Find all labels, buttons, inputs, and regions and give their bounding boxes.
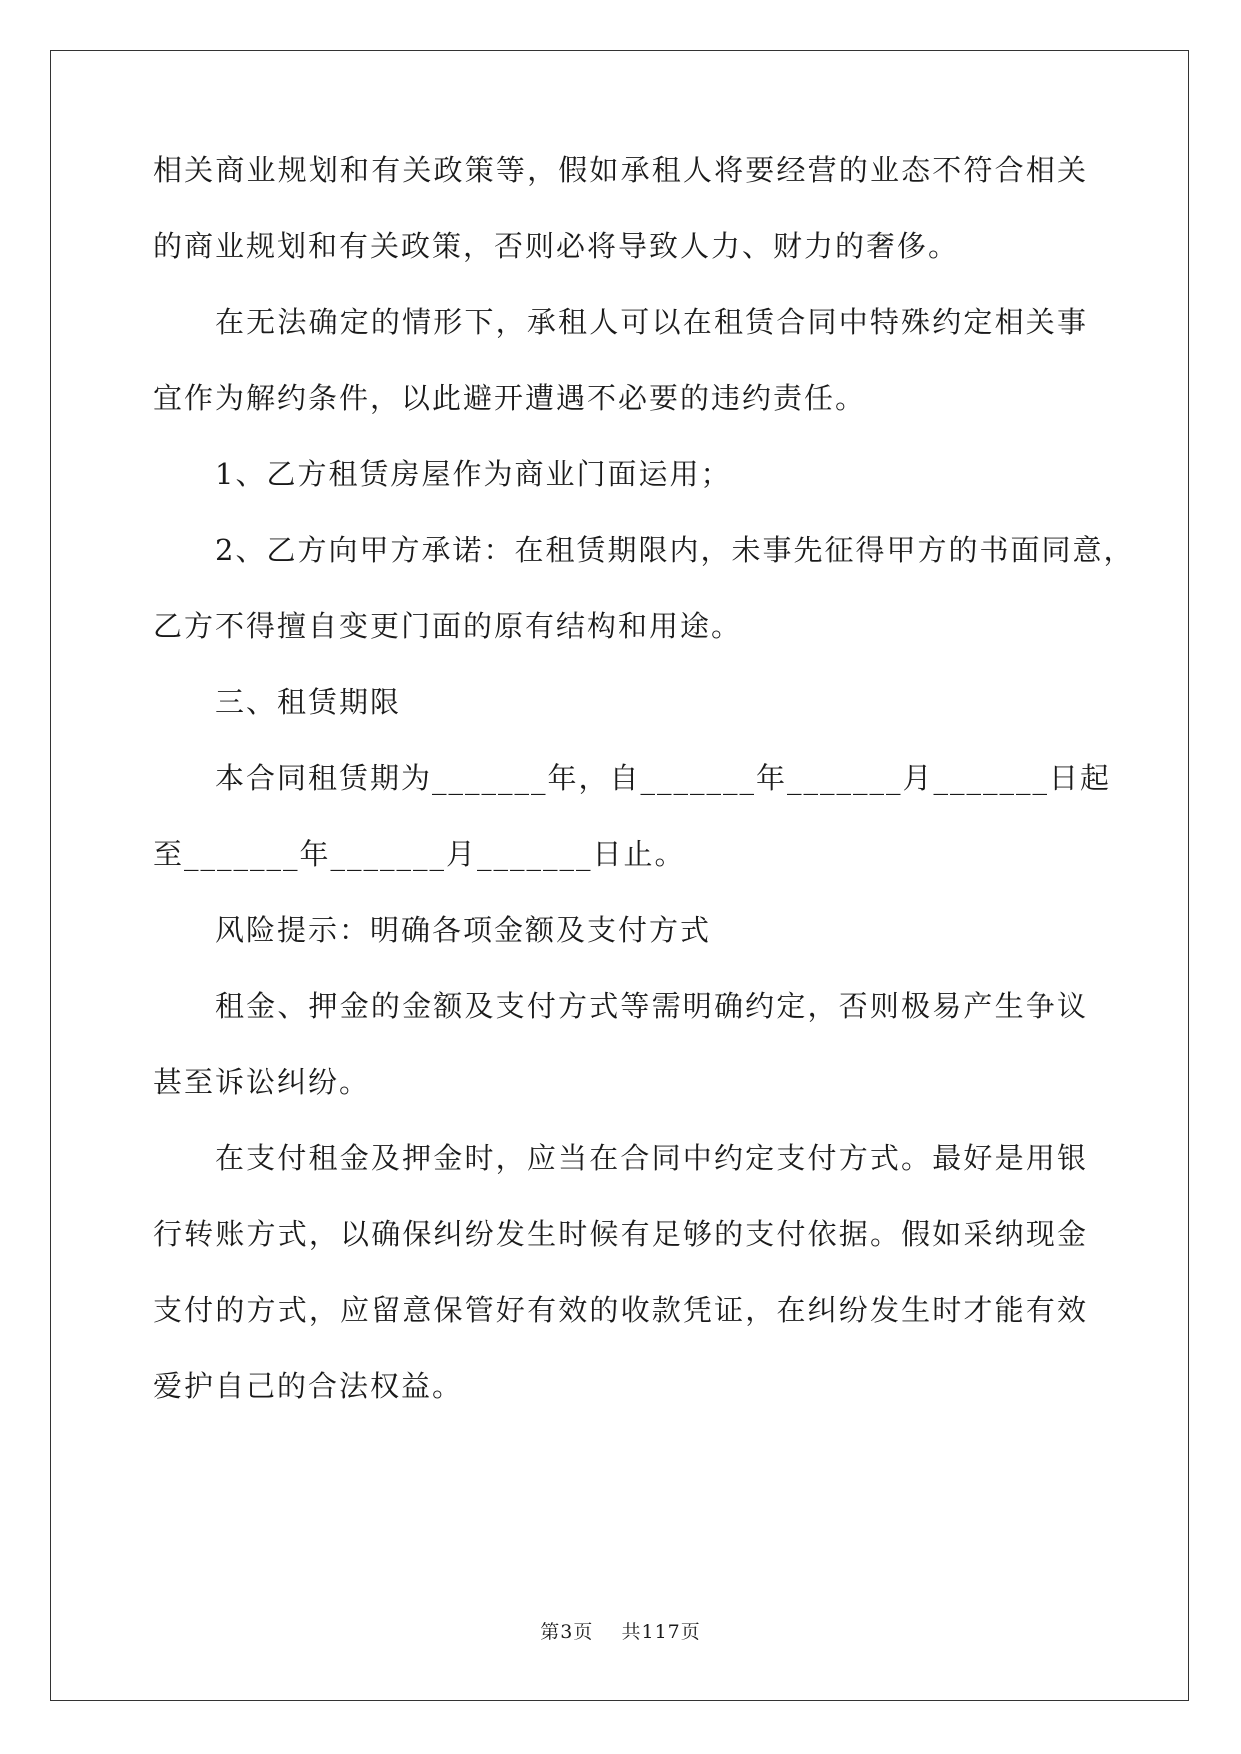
body-line: 甚至诉讼纠纷。 xyxy=(153,1065,371,1099)
body-line: 的商业规划和有关政策，否则必将导致人力、财力的奢侈。 xyxy=(153,229,960,263)
body-line: 至_______年_______月_______日止。 xyxy=(153,837,686,871)
body-line: 1、乙方租赁房屋作为商业门面运用； xyxy=(215,457,732,491)
body-line: 行转账方式，以确保纠纷发生时候有足够的支付依据。假如采纳现金 xyxy=(153,1217,1088,1251)
body-line: 在无法确定的情形下，承租人可以在租赁合同中特殊约定相关事 xyxy=(215,305,1088,339)
body-line: 在支付租金及押金时，应当在合同中约定支付方式。最好是用银 xyxy=(215,1141,1088,1175)
body-line: 本合同租赁期为_______年，自_______年_______月_______日起 xyxy=(215,761,1112,795)
page-footer xyxy=(0,1617,1241,1647)
body-line: 爱护自己的合法权益。 xyxy=(153,1369,464,1403)
page-number: 第3页 xyxy=(540,1621,594,1643)
body-line: 支付的方式，应留意保管好有效的收款凭证，在纠纷发生时才能有效 xyxy=(153,1293,1088,1327)
section-heading: 三、租赁期限 xyxy=(215,685,402,719)
risk-heading: 风险提示：明确各项金额及支付方式 xyxy=(215,913,712,947)
page-total: 共117页 xyxy=(621,1621,701,1643)
body-line: 乙方不得擅自变更门面的原有结构和用途。 xyxy=(153,609,743,643)
body-line: 2、乙方向甲方承诺：在租赁期限内，未事先征得甲方的书面同意， xyxy=(215,533,1135,567)
body-line: 宜作为解约条件，以此避开遭遇不必要的违约责任。 xyxy=(153,381,867,415)
body-line: 租金、押金的金额及支付方式等需明确约定，否则极易产生争议 xyxy=(215,989,1088,1023)
body-line: 相关商业规划和有关政策等，假如承租人将要经营的业态不符合相关 xyxy=(153,153,1088,187)
